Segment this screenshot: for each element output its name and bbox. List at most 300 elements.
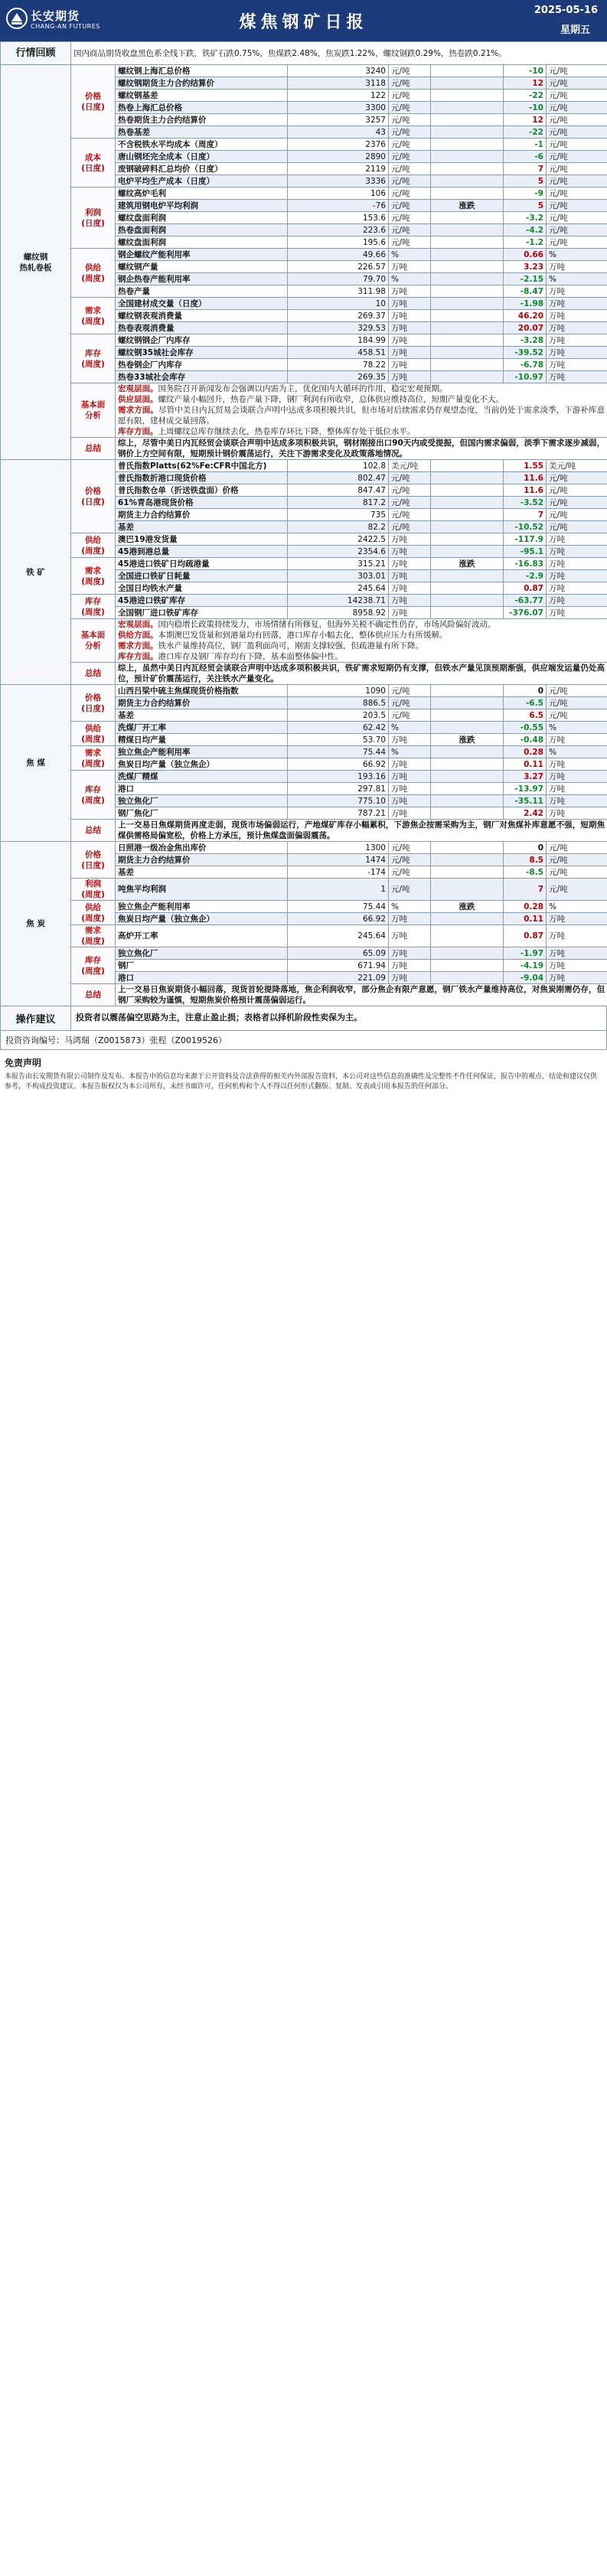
indicator-value: 847.47: [288, 484, 389, 497]
indicator-unit: 元/吨: [389, 697, 431, 709]
indicator-value: 269.35: [288, 371, 389, 383]
indicator-change: 8.5: [504, 854, 547, 866]
indicator-change: 20.07: [504, 322, 547, 334]
section-label: 螺纹钢 热轧卷板: [1, 65, 71, 460]
indicator-change-unit: 元/吨: [547, 65, 607, 77]
indicator-change-unit: 元/吨: [547, 102, 607, 114]
report-header: [0, 0, 607, 41]
indicator-value: 245.64: [288, 582, 389, 595]
market-review-row: [1, 42, 607, 65]
analysis-paragraph: [118, 405, 605, 426]
category-label: 库存 (周度): [71, 947, 116, 984]
analysis-paragraph: [118, 426, 605, 437]
indicator-change-unit: 万吨: [547, 734, 607, 746]
indicator-change: -376.07: [504, 607, 547, 619]
indicator-eval: [431, 807, 504, 820]
indicator-change: -22: [504, 90, 547, 102]
indicator-value: 297.81: [288, 783, 389, 795]
data-row: [1, 460, 607, 472]
indicator-value: 78.22: [288, 359, 389, 371]
indicator-label: 螺纹钢35城社会库存: [116, 347, 288, 359]
indicator-change-unit: 万吨: [547, 807, 607, 820]
indicator-change: 12: [504, 77, 547, 90]
indicator-eval: [431, 607, 504, 619]
advice-label: 操作建议: [1, 1006, 71, 1030]
indicator-change-unit: 万吨: [547, 298, 607, 310]
indicator-value: 787.21: [288, 807, 389, 820]
indicator-value: 775.10: [288, 795, 389, 807]
analysis-row: [1, 619, 607, 663]
indicator-unit: 元/吨: [389, 151, 431, 163]
indicator-label: 钢厂焦化厂: [116, 807, 288, 820]
indicator-change-unit: 元/吨: [547, 497, 607, 509]
indicator-change-unit: 万吨: [547, 261, 607, 273]
category-label: 库存 (周度): [71, 334, 116, 383]
indicator-change: 0.87: [504, 582, 547, 595]
indicator-value: 122: [288, 90, 389, 102]
summary-row: [1, 663, 607, 685]
indicator-change-unit: 万吨: [547, 913, 607, 925]
indicator-eval: [431, 261, 504, 273]
indicator-eval: [431, 783, 504, 795]
indicator-label: 全国钢厂进口铁矿库存: [116, 607, 288, 619]
data-row: [1, 595, 607, 607]
indicator-value: 1090: [288, 685, 389, 697]
indicator-change: -1: [504, 139, 547, 151]
indicator-change-unit: 元/吨: [547, 90, 607, 102]
indicator-eval: [431, 298, 504, 310]
indicator-change-unit: 元/吨: [547, 187, 607, 200]
indicator-unit: 元/吨: [389, 65, 431, 77]
market-review-text: 国内商品期货收盘黑色系全线下跌，铁矿石跌0.75%，焦煤跌2.48%，焦炭跌1.22%，螺纹钢跌0.29%，热卷跌0.21%。: [71, 42, 607, 65]
analysis-paragraph: [118, 641, 605, 651]
indicator-change-unit: 元/吨: [547, 139, 607, 151]
data-row: [1, 187, 607, 200]
indicator-value: 226.57: [288, 261, 389, 273]
indicator-change: -63.77: [504, 595, 547, 607]
indicator-eval: [431, 163, 504, 175]
indicator-unit: 万吨: [389, 322, 431, 334]
indicator-value: 458.51: [288, 347, 389, 359]
analysis-heading: 供应层面。: [118, 395, 158, 404]
indicator-unit: 万吨: [389, 947, 431, 960]
analysis-body: 铁水产量维持高位，钢厂盈利面尚可，刚需支撑较强，但疏港量有所下降。: [158, 641, 423, 651]
indicator-change-unit: 元/吨: [547, 114, 607, 126]
indicator-unit: 元/吨: [389, 200, 431, 212]
indicator-change-unit: 万吨: [547, 947, 607, 960]
indicator-value: 203.5: [288, 709, 389, 722]
indicator-value: 3240: [288, 65, 389, 77]
indicator-eval: [431, 224, 504, 236]
indicator-change: -39.52: [504, 347, 547, 359]
indicator-unit: 元/吨: [389, 114, 431, 126]
indicator-eval: [431, 285, 504, 298]
indicator-label: 港口: [116, 783, 288, 795]
indicator-label: 期货主力合约结算价: [116, 509, 288, 521]
indicator-unit: 万吨: [389, 334, 431, 347]
category-label: 成本 (日度): [71, 139, 116, 187]
indicator-eval: [431, 212, 504, 224]
indicator-change: -4.2: [504, 224, 547, 236]
indicator-unit: 万吨: [389, 925, 431, 947]
indicator-label: 港口: [116, 972, 288, 984]
indicator-value: 735: [288, 509, 389, 521]
indicator-change-unit: %: [547, 273, 607, 285]
indicator-label: 独立焦企产能利用率: [116, 746, 288, 758]
indicator-label: 45港到港总量: [116, 546, 288, 558]
summary-label: 总结: [71, 663, 116, 685]
indicator-change: -117.9: [504, 533, 547, 546]
indicator-change-unit: 万吨: [547, 925, 607, 947]
analysis-paragraph: [118, 394, 605, 405]
indicator-change: -8.5: [504, 866, 547, 879]
indicator-unit: 万吨: [389, 807, 431, 820]
indicator-value: 75.44: [288, 901, 389, 913]
indicator-value: 1300: [288, 842, 389, 854]
category-label: 需求 (周度): [71, 298, 116, 334]
indicator-eval: [431, 484, 504, 497]
indicator-label: 洗煤厂精煤: [116, 771, 288, 783]
indicator-label: 热卷上海汇总价格: [116, 102, 288, 114]
indicator-unit: 万吨: [389, 285, 431, 298]
indicator-change: 7: [504, 509, 547, 521]
indicator-value: 329.53: [288, 322, 389, 334]
indicator-eval: [431, 533, 504, 546]
data-row: [1, 947, 607, 960]
indicator-change: -3.2: [504, 212, 547, 224]
indicator-change: -35.11: [504, 795, 547, 807]
indicator-eval: [431, 947, 504, 960]
indicator-unit: 万吨: [389, 582, 431, 595]
indicator-change-unit: 万吨: [547, 783, 607, 795]
indicator-label: 全国日均铁水产量: [116, 582, 288, 595]
indicator-unit: 元/吨: [389, 212, 431, 224]
indicator-label: 热卷产量: [116, 285, 288, 298]
summary-text: 上一交易日焦炭期货小幅回落，现货首轮提降落地，焦企利润收窄，部分焦企有限产意愿，钢厂铁水产量维持高位，对焦炭刚需仍存，但钢厂采购较为谨慎，短期焦炭价格预计震荡偏弱运行。: [116, 984, 607, 1006]
indicator-value: 102.8: [288, 460, 389, 472]
indicator-eval: [431, 371, 504, 383]
indicator-change: -2.15: [504, 273, 547, 285]
indicator-eval: [431, 175, 504, 187]
indicator-value: 2376: [288, 139, 389, 151]
indicator-change-unit: 元/吨: [547, 175, 607, 187]
indicator-eval: [431, 746, 504, 758]
indicator-change-unit: 万吨: [547, 960, 607, 972]
advice-row: [0, 1006, 607, 1031]
category-label: 供给 (周度): [71, 533, 116, 558]
indicator-unit: %: [389, 722, 431, 734]
indicator-unit: 万吨: [389, 298, 431, 310]
indicator-unit: 万吨: [389, 960, 431, 972]
indicator-label: 废钢破碎料汇总均价（日度）: [116, 163, 288, 175]
indicator-unit: 万吨: [389, 359, 431, 371]
advice-text: 投资者以震荡偏空思路为主，注意止盈止损；表格者以择机阶段性卖保为主。: [76, 1012, 362, 1022]
indicator-value: 66.92: [288, 913, 389, 925]
indicator-eval: [431, 582, 504, 595]
indicator-change: 0.28: [504, 746, 547, 758]
indicator-unit: 万吨: [389, 972, 431, 984]
indicator-label: 吨焦平均利润: [116, 879, 288, 901]
indicator-change: 0: [504, 685, 547, 697]
analysis-body: 上周螺纹总库存继续去化，热卷库存环比下降，整体库存处于低位水平。: [158, 427, 416, 436]
indicator-label: 日照港一级冶金焦出库价: [116, 842, 288, 854]
data-row: [1, 334, 607, 347]
indicator-change-unit: 万吨: [547, 972, 607, 984]
indicator-value: 195.6: [288, 236, 389, 249]
indicator-change: 0.11: [504, 758, 547, 771]
indicator-unit: 万吨: [389, 795, 431, 807]
indicator-change: 7: [504, 879, 547, 901]
indicator-unit: 元/吨: [389, 175, 431, 187]
indicator-change-unit: 万吨: [547, 285, 607, 298]
indicator-eval: [431, 126, 504, 139]
indicator-change-unit: 万吨: [547, 371, 607, 383]
category-label: 供给 (周度): [71, 722, 116, 746]
category-label: 价格 (日度): [71, 65, 116, 139]
indicator-label: 高炉开工率: [116, 925, 288, 947]
indicator-eval: [431, 795, 504, 807]
indicator-value: 311.98: [288, 285, 389, 298]
indicator-label: 热卷钢企厂内库存: [116, 359, 288, 371]
indicator-eval: [431, 960, 504, 972]
indicator-label: 热卷盘面利润: [116, 224, 288, 236]
indicator-change-unit: 元/吨: [547, 697, 607, 709]
indicator-eval: [431, 854, 504, 866]
indicator-value: 184.99: [288, 334, 389, 347]
indicator-value: 43: [288, 126, 389, 139]
indicator-change-unit: 元/吨: [547, 509, 607, 521]
section-label: 焦 炭: [1, 842, 71, 1006]
summary-label: 总结: [71, 820, 116, 842]
indicator-eval: [431, 139, 504, 151]
indicator-change: 3.23: [504, 261, 547, 273]
category-label: 价格 (日度): [71, 460, 116, 533]
indicator-change: 6.5: [504, 709, 547, 722]
indicator-value: 303.01: [288, 570, 389, 582]
indicator-label: 螺纹盘面利润: [116, 212, 288, 224]
indicator-label: 基差: [116, 521, 288, 533]
indicator-change-unit: 万吨: [547, 322, 607, 334]
analysis-heading: 需求方面。: [118, 641, 158, 651]
indicator-unit: 万吨: [389, 758, 431, 771]
indicator-unit: 元/吨: [389, 709, 431, 722]
indicator-eval: [431, 187, 504, 200]
analysis-body: 螺纹产量小幅回升，热卷产量下降，钢厂利润有所收窄，总体供应维持高位，短期产量变化不大。: [158, 395, 504, 404]
indicator-eval: 涨跌: [431, 200, 504, 212]
indicator-eval: [431, 322, 504, 334]
indicator-change-unit: 万吨: [547, 771, 607, 783]
indicator-label: 独立焦化厂: [116, 947, 288, 960]
data-row: [1, 558, 607, 570]
indicator-change-unit: 万吨: [547, 533, 607, 546]
analysis-heading: 需求方面。: [118, 406, 159, 415]
analysis-text: [116, 619, 607, 663]
indicator-change: -0.55: [504, 722, 547, 734]
indicator-unit: %: [389, 746, 431, 758]
analysis-label: 基本面 分析: [71, 619, 116, 663]
indicator-change-unit: %: [547, 249, 607, 261]
indicator-unit: 万吨: [389, 558, 431, 570]
category-label: 需求 (周度): [71, 925, 116, 947]
indicator-value: 3118: [288, 77, 389, 90]
indicator-label: 唐山钢坯完全成本（日度）: [116, 151, 288, 163]
summary-row: [1, 984, 607, 1006]
indicator-eval: [431, 151, 504, 163]
report-date: 2025-05-16: [534, 5, 598, 16]
indicator-eval: [431, 472, 504, 484]
indicator-unit: 万吨: [389, 570, 431, 582]
indicator-change-unit: 万吨: [547, 546, 607, 558]
indicator-unit: 万吨: [389, 347, 431, 359]
indicator-change-unit: 万吨: [547, 359, 607, 371]
indicator-label: 螺纹钢产量: [116, 261, 288, 273]
category-label: 利润 (日度): [71, 187, 116, 249]
indicator-change: 7: [504, 163, 547, 175]
indicator-value: 2119: [288, 163, 389, 175]
indicator-value: 49.66: [288, 249, 389, 261]
indicator-eval: [431, 347, 504, 359]
analyst-info: 投资咨询编号：马鸿瑞（Z0015873）张程（Z0019526）: [0, 1031, 607, 1050]
indicator-value: 82.2: [288, 521, 389, 533]
indicator-eval: 涨跌: [431, 558, 504, 570]
indicator-label: 螺纹盘面利润: [116, 236, 288, 249]
indicator-change-unit: 元/吨: [547, 77, 607, 90]
indicator-eval: [431, 595, 504, 607]
indicator-label: 45港进口铁矿日均疏港量: [116, 558, 288, 570]
category-label: 价格 (日度): [71, 685, 116, 722]
analysis-paragraph: [118, 383, 605, 394]
indicator-change: -10: [504, 102, 547, 114]
indicator-change-unit: 元/吨: [547, 126, 607, 139]
indicator-unit: 万吨: [389, 371, 431, 383]
indicator-unit: 万吨: [389, 546, 431, 558]
indicator-eval: [431, 310, 504, 322]
indicator-value: 269.37: [288, 310, 389, 322]
indicator-label: 螺纹钢上海汇总价格: [116, 65, 288, 77]
indicator-value: 66.92: [288, 758, 389, 771]
indicator-eval: [431, 90, 504, 102]
indicator-label: 61%青岛港现货价格: [116, 497, 288, 509]
indicator-value: 3257: [288, 114, 389, 126]
indicator-eval: [431, 236, 504, 249]
data-row: [1, 533, 607, 546]
indicator-label: 焦炭日均产量（独立焦企）: [116, 913, 288, 925]
analysis-row: [1, 383, 607, 438]
indicator-change: -10: [504, 65, 547, 77]
indicator-change-unit: 元/吨: [547, 472, 607, 484]
indicator-change: -9: [504, 187, 547, 200]
indicator-change: -6.78: [504, 359, 547, 371]
indicator-change: -6: [504, 151, 547, 163]
summary-text: 上一交易日焦煤期货再度走弱，现货市场偏弱运行，产地煤矿库存小幅累积，下游焦企按需采购为主，钢厂对焦煤补库意愿不强，短期焦煤供需格局偏宽松，价格上方承压，预计焦煤盘面偏弱震荡。: [116, 820, 607, 842]
indicator-value: 221.09: [288, 972, 389, 984]
indicator-change: -6.5: [504, 697, 547, 709]
indicator-label: 钢企热卷产能利用率: [116, 273, 288, 285]
indicator-change-unit: 万吨: [547, 334, 607, 347]
indicator-label: 电炉平均生产成本（日度）: [116, 175, 288, 187]
indicator-eval: [431, 249, 504, 261]
report-weekday: 星期五: [560, 24, 590, 36]
indicator-eval: [431, 925, 504, 947]
indicator-label: 洗煤厂开工率: [116, 722, 288, 734]
category-label: 利润 (周度): [71, 879, 116, 901]
indicator-unit: %: [389, 249, 431, 261]
indicator-label: 螺纹钢期货主力合约结算价: [116, 77, 288, 90]
indicator-unit: 元/吨: [389, 685, 431, 697]
indicator-change: 1.55: [504, 460, 547, 472]
indicator-label: 精煤日均产量: [116, 734, 288, 746]
indicator-value: 1: [288, 879, 389, 901]
indicator-eval: [431, 359, 504, 371]
indicator-eval: [431, 972, 504, 984]
indicator-change: -2.9: [504, 570, 547, 582]
indicator-change-unit: 元/吨: [547, 879, 607, 901]
indicator-value: 193.16: [288, 771, 389, 783]
indicator-change-unit: %: [547, 722, 607, 734]
summary-label: 总结: [71, 438, 116, 460]
indicator-change-unit: 元/吨: [547, 236, 607, 249]
indicator-value: 3300: [288, 102, 389, 114]
indicator-eval: 涨跌: [431, 734, 504, 746]
indicator-unit: 元/吨: [389, 497, 431, 509]
indicator-unit: 元/吨: [389, 187, 431, 200]
indicator-eval: [431, 546, 504, 558]
indicator-value: 2354.6: [288, 546, 389, 558]
indicator-label: 螺纹钢钢企厂内库存: [116, 334, 288, 347]
summary-text: 综上，虽然中美日内瓦经贸会谈联合声明中达成多项积极共识，铁矿需求短期仍有支撑，但铁水产量见顶预期渐强，供应端发运量仍处高位，预计矿价震荡运行，关注铁水产量变化。: [116, 663, 607, 685]
indicator-value: -174: [288, 866, 389, 879]
category-label: 供给 (周度): [71, 901, 116, 925]
category-label: 库存 (周度): [71, 595, 116, 619]
data-row: [1, 771, 607, 783]
indicator-change-unit: 万吨: [547, 347, 607, 359]
indicator-eval: [431, 77, 504, 90]
indicator-change-unit: 元/吨: [547, 685, 607, 697]
indicator-eval: [431, 334, 504, 347]
indicator-change: -95.1: [504, 546, 547, 558]
indicator-label: 螺纹高炉毛利: [116, 187, 288, 200]
indicator-label: 澳巴19港发货量: [116, 533, 288, 546]
analysis-paragraph: [118, 619, 605, 630]
disclaimer-title: 免责声明: [5, 1058, 42, 1068]
analysis-heading: 库存方面。: [118, 427, 158, 436]
indicator-change: -3.52: [504, 497, 547, 509]
indicator-label: 基差: [116, 709, 288, 722]
indicator-eval: [431, 509, 504, 521]
indicator-change: -8.47: [504, 285, 547, 298]
indicator-change: 3.27: [504, 771, 547, 783]
data-row: [1, 139, 607, 151]
indicator-change-unit: 元/吨: [547, 854, 607, 866]
indicator-unit: 元/吨: [389, 126, 431, 139]
indicator-unit: 元/吨: [389, 509, 431, 521]
indicator-change-unit: 万吨: [547, 607, 607, 619]
summary-row: [1, 438, 607, 460]
indicator-eval: [431, 102, 504, 114]
indicator-change-unit: 万吨: [547, 582, 607, 595]
indicator-change: -13.97: [504, 783, 547, 795]
indicator-change: 2.42: [504, 807, 547, 820]
indicator-value: 817.2: [288, 497, 389, 509]
indicator-change: 0: [504, 842, 547, 854]
indicator-eval: [431, 842, 504, 854]
analysis-heading: 宏观层面。: [118, 620, 158, 629]
indicator-label: 不含税铁水平均成本（周度）: [116, 139, 288, 151]
indicator-change: -1.97: [504, 947, 547, 960]
indicator-label: 焦炭日均产量（独立焦企）: [116, 758, 288, 771]
indicator-unit: 元/吨: [389, 842, 431, 854]
analysis-heading: 宏观层面。: [118, 384, 158, 393]
